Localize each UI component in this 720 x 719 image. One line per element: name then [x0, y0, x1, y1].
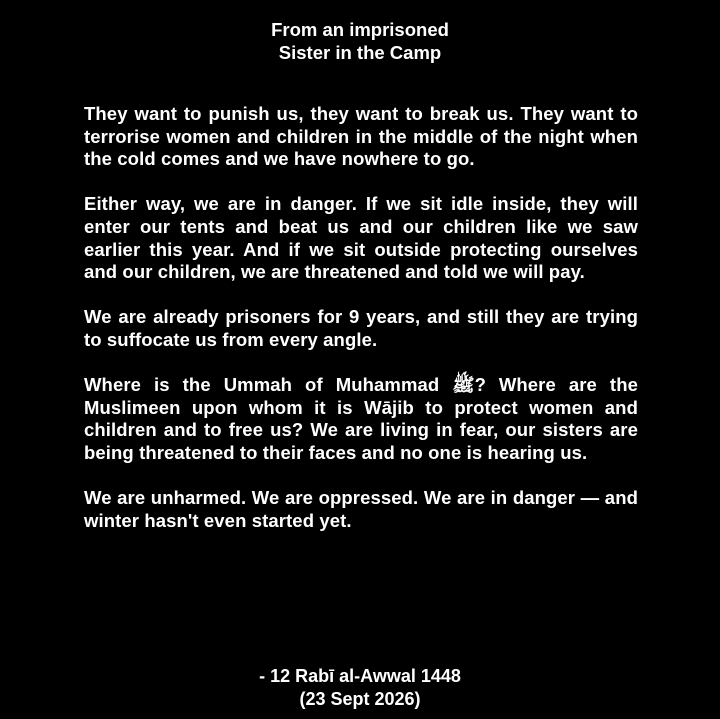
title-line-2: Sister in the Camp: [278, 42, 442, 63]
paragraph-1: They want to punish us, they want to break us. They want to terrorise women and children in the middle of the night when the cold comes and we have nowhere to go.: [84, 103, 638, 170]
date-gregorian: (23 Sept 2026): [299, 689, 421, 709]
date-hijri: - 12 Rabī al-Awwal 1448: [259, 666, 461, 686]
letter-title: [0, 18, 720, 64]
letter-date: [0, 665, 720, 711]
paragraph-3: We are already prisoners for 9 years, and still they are trying to suffocate us from every angle.: [84, 306, 638, 350]
paragraph-5: We are unharmed. We are oppressed. We are in danger — and winter hasn't even started yet.: [84, 487, 638, 531]
paragraph-2: Either way, we are in danger. If we sit idle inside, they will enter our tents and beat us and our children like we saw earlier this year. And if we sit outside protecting ourselves and our children, we are threatened and told we will pay.: [84, 193, 638, 283]
paragraph-4: Where is the Ummah of Muhammad ﷺ? Where are the Muslimeen upon whom it is Wājib to protect women and children and to free us? We are living in fear, our sisters are being threatened to their faces and no one is hearing us.: [84, 374, 638, 463]
letter-body: [84, 103, 638, 555]
title-line-1: From an imprisoned: [271, 19, 449, 40]
